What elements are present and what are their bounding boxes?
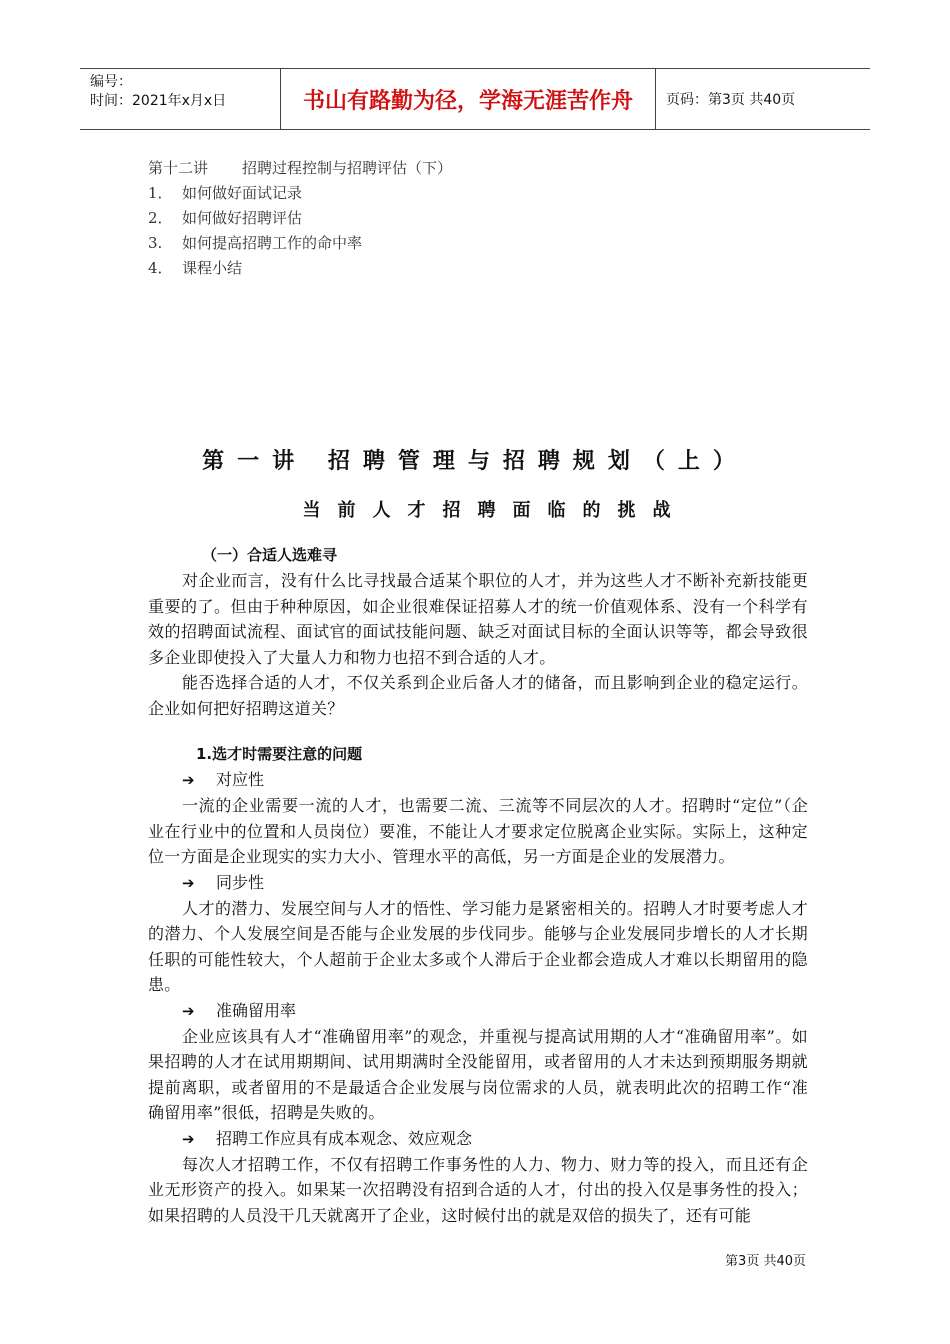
toc-item-text: 如何提高招聘工作的命中率 — [182, 234, 363, 252]
toc-item-text: 如何做好招聘评估 — [182, 209, 303, 227]
main-content — [148, 542, 808, 1228]
section-heading: （一）合适人选难寻 — [202, 546, 338, 564]
toc-item-number: 4． — [148, 259, 173, 277]
header-meta — [80, 69, 280, 129]
header-page-info: 页码：第3页 共40页 — [666, 92, 796, 108]
header-number-label: 编号： — [90, 74, 132, 90]
toc-item — [148, 231, 452, 256]
arrow-right-icon: ➔ — [182, 1129, 195, 1148]
paragraph: 能否选择合适的人才，不仅关系到企业后备人才的储备，而且影响到企业的稳定运行。企业如何把好招聘这道关？ — [148, 673, 808, 718]
arrow-right-icon: ➔ — [182, 771, 195, 789]
toc-lecture: 第十二讲 — [148, 159, 209, 177]
point-heading — [148, 767, 808, 793]
toc-item-number: 1． — [148, 184, 173, 202]
point-heading — [148, 998, 808, 1024]
toc-lecture-line — [148, 156, 452, 181]
point-label: 招聘工作应具有成本观念、效应观念 — [216, 1128, 473, 1148]
paragraph: 企业应该具有人才“准确留用率”的观念，并重视与提高试用期的人才“准确留用率”。如果招聘的人才在试用期期间、试用期满时全没能留用，或者留用的人才未达到预期服务期就提前离职，或者留用的不是最适合企业发展与岗位需求的人员，就表明此次的招聘工作“准确留用率”很低，招聘是失败的。 — [148, 1026, 808, 1122]
toc-item — [148, 206, 452, 231]
arrow-right-icon: ➔ — [182, 873, 195, 892]
point-label: 对应性 — [216, 770, 265, 789]
toc-item — [148, 181, 452, 206]
toc-item-text: 课程小结 — [182, 259, 243, 277]
toc-item-text: 如何做好面试记录 — [182, 184, 303, 202]
page-footer: 第3页 共40页 — [725, 1254, 806, 1269]
point-label: 准确留用率 — [216, 1000, 297, 1020]
header-date: 时间：2021年x月x日 — [90, 93, 227, 109]
toc-item — [148, 256, 452, 281]
point-label: 同步性 — [216, 872, 265, 892]
point-heading — [148, 1126, 808, 1152]
arrow-right-icon: ➔ — [182, 1001, 195, 1020]
subsection-heading: 1.选才时需要注意的问题 — [196, 745, 363, 763]
paragraph: 一流的企业需要一流的人才，也需要二流、三流等不同层次的人才。招聘时“定位”（企业在行业中的位置和人员岗位）要准，不能让人才要求定位脱离企业实际。实际上，这种定位一方面是企业现实的实力大小、管理水平的高低，另一方面是企业的发展潜力。 — [148, 796, 808, 866]
lecture-toc — [148, 156, 452, 281]
toc-item-number: 2． — [148, 209, 173, 227]
lecture-subtitle: 当前人才招聘面临的挑战 — [302, 500, 688, 521]
paragraph: 人才的潜力、发展空间与人才的悟性、学习能力是紧密相关的。招聘人才时要考虑人才的潜力、个人发展空间是否能与企业发展的步伐同步。能够与企业发展同步增长的人才长期任职的可能性较大，个人超前于企业太多或个人滞后于企业都会造成人才难以长期留用的隐患。 — [148, 898, 808, 994]
page-header — [80, 68, 870, 130]
point-heading — [148, 870, 808, 896]
paragraph: 每次人才招聘工作，不仅有招聘工作事务性的人力、物力、财力等的投入，而且还有企业无形资产的投入。如果某一次招聘没有招到合适的人才，付出的投入仅是事务性的投入；如果招聘的人员没干几天就离开了企业，这时候付出的就是双倍的损失了，还有可能 — [148, 1154, 808, 1225]
toc-lecture-title: 招聘过程控制与招聘评估（下） — [242, 159, 453, 177]
lecture-title: 第一讲 招聘管理与招聘规划（上） — [202, 449, 748, 474]
paragraph: 对企业而言，没有什么比寻找最合适某个职位的人才，并为这些人才不断补充新技能更重要的了。但由于种种原因，如企业很难保证招募人才的统一价值观体系、没有一个科学有效的招聘面试流程、面试官的面试技能问题、缺乏对面试目标的全面认识等等，都会导致很多企业即使投入了大量人力和物力也招不到合适的人才。 — [148, 571, 808, 667]
toc-item-number: 3. — [148, 234, 163, 252]
header-motto: 书山有路勤为径，学海无涯苦作舟 — [280, 69, 656, 129]
